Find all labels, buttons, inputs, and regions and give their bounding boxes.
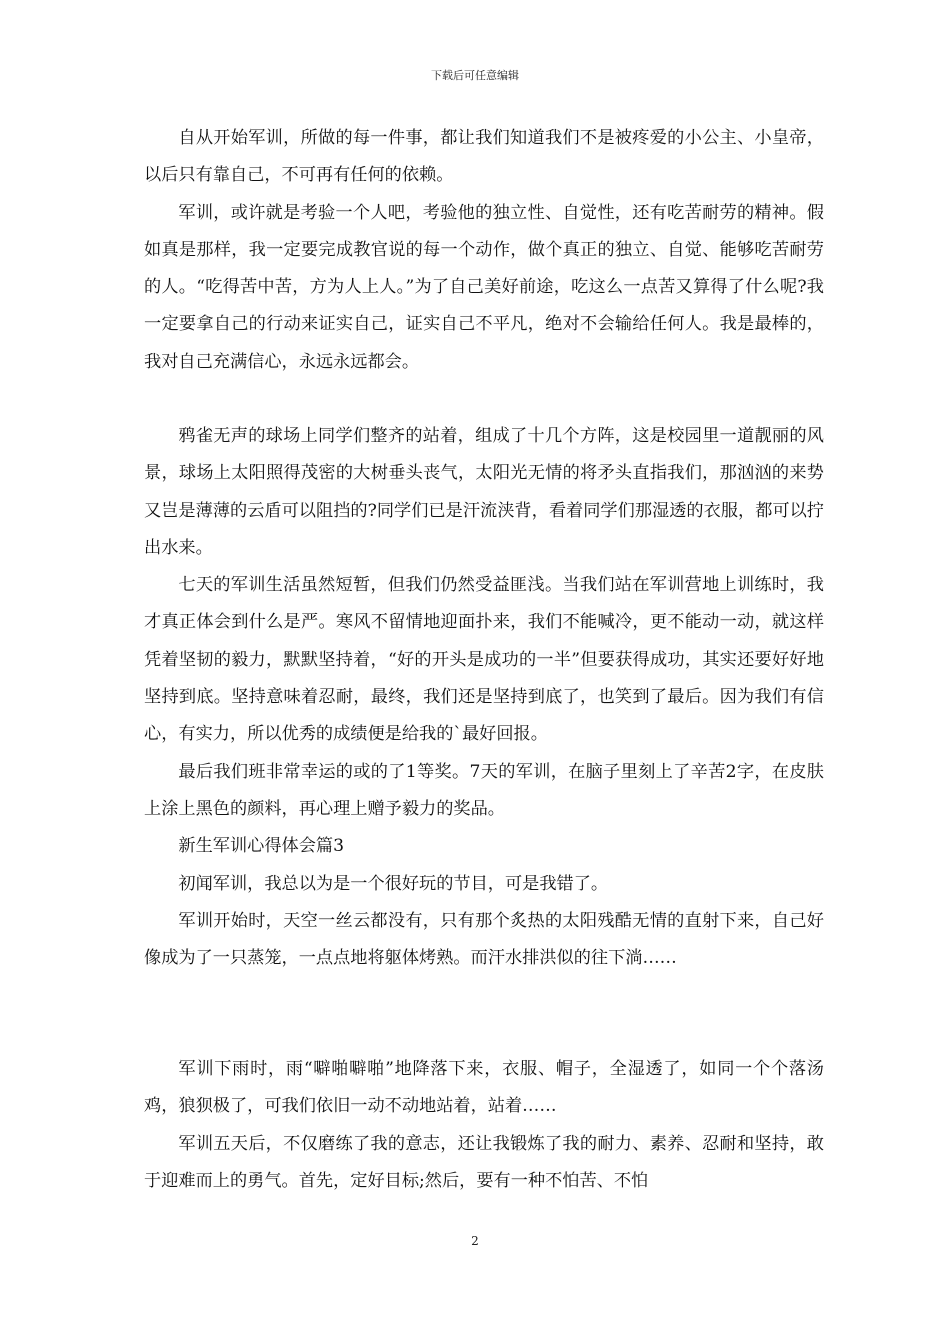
paragraph: 军训五天后，不仅磨练了我的意志，还让我锻炼了我的耐力、素养、忍耐和坚持，敢于迎难而上的勇气。首先，定好目标;然后，要有一种不怕苦、不怕 [144, 1133, 824, 1191]
body-block-1 [144, 120, 824, 381]
paragraph: 军训开始时，天空一丝云都没有，只有那个炙热的太阳残酷无情的直射下来，自己好像成为了一只蒸笼，一点点地将躯体烤熟。而汗水排洪似的往下淌…… [144, 910, 824, 969]
paragraph: 自从开始军训，所做的每一件事，都让我们知道我们不是被疼爱的小公主、小皇帝，以后只有靠自己，不可再有任何的依赖。 [144, 128, 824, 186]
paragraph: 军训下雨时，雨“噼啪噼啪”地降落下来，衣服、帽子，全湿透了，如同一个个落汤鸡，狼狈极了，可我们依旧一动不动地站着，站着…… [144, 1059, 824, 1117]
paragraph: 军训，或许就是考验一个人吧，考验他的独立性、自觉性，还有吃苦耐劳的精神。假如真是那样，我一定要完成教官说的每一个动作，做个真正的独立、自觉、能够吃苦耐劳的人。“吃得苦中苦，方为人上人。”为了自己美好前途，吃这么一点苦又算得了什么呢?我一定要拿自己的行动来证实自己，证实自己不平凡，绝对不会输给任何人。我是最棒的，我对自己充满信心，永远永远都会。 [144, 202, 824, 372]
paragraph: 鸦雀无声的球场上同学们整齐的站着，组成了十几个方阵，这是校园里一道靓丽的风景，球场上太阳照得茂密的大树垂头丧气，太阳光无情的将矛头直指我们，那汹汹的来势又岂是薄薄的云盾可以阻挡的?同学们已是汗流浃背，看着同学们那湿透的衣服，都可以拧出水来。 [144, 426, 824, 558]
body-block-2 [144, 418, 824, 977]
body-block-3 [144, 1051, 824, 1200]
paragraph: 七天的军训生活虽然短暂，但我们仍然受益匪浅。当我们站在军训营地上训练时，我才真正体会到什么是严。寒风不留情地迎面扑来，我们不能喊冷，更不能动一动，就这样凭着坚韧的毅力，默默坚持着，“好的开头是成功的一半”但要获得成功，其实还要好好地坚持到底。坚持意味着忍耐，最终，我们还是坚持到底了，也笑到了最后。因为我们有信心，有实力，所以优秀的成绩便是给我的`最好回报。 [144, 575, 824, 745]
paragraph: 最后我们班非常幸运的或的了1等奖。7天的军训，在脑子里刻上了辛苦2字，在皮肤上涂上黑色的颜料，再心理上赠予毅力的奖品。 [144, 761, 824, 819]
page-number: 2 [471, 1234, 479, 1248]
page-header: 下载后可任意编辑 [431, 69, 519, 82]
paragraph: 初闻军训，我总以为是一个很好玩的节目，可是我错了。 [178, 873, 609, 894]
section-heading: 新生军训心得体会篇3 [178, 836, 345, 857]
